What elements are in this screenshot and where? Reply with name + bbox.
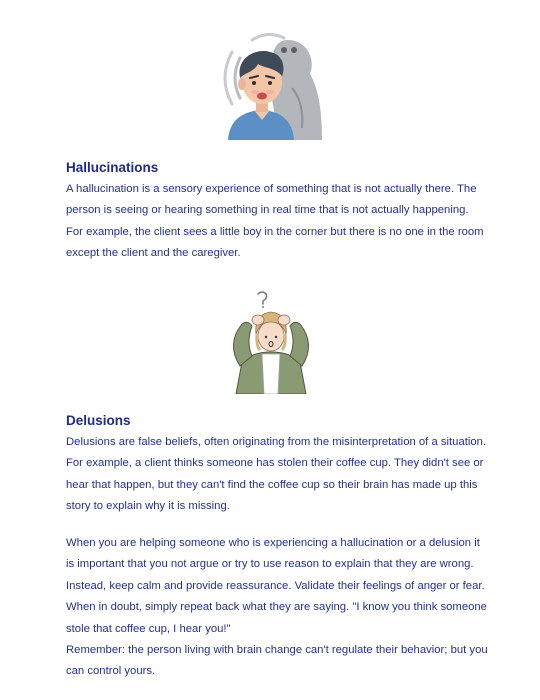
paragraph-line: Remember: the person living with brain change can't regulate their behavior; but you	[66, 644, 488, 657]
paragraph-line: For example, the client sees a little boy in the corner but there is no one in the room	[66, 225, 484, 238]
paragraph-line: is important that you not argue or try to use reason to explain that they are wrong.	[66, 558, 474, 571]
advice-paragraph	[66, 533, 486, 683]
paragraph-line: When in doubt, simply repeat back what they are saying. "I know you think someone	[66, 601, 487, 614]
distressed-man-with-ghost-illustration	[218, 28, 324, 140]
paragraph-line: can control yours.	[66, 665, 156, 678]
paragraph-line: A hallucination is a sensory experience of something that is not actually there. The	[66, 183, 477, 195]
paragraph-line: except the client and the caregiver.	[66, 247, 241, 260]
hallucinations-heading: Hallucinations	[66, 160, 159, 175]
paragraph-line: stole that coffee cup, I hear you!"	[66, 622, 231, 635]
hallucinations-paragraph	[66, 179, 486, 265]
paragraph-line: Delusions are false beliefs, often originating from the misinterpretation of a situation.	[66, 436, 487, 448]
delusions-heading: Delusions	[66, 413, 131, 428]
delusions-paragraph	[66, 432, 486, 518]
confused-woman-holding-head-illustration	[222, 290, 320, 394]
paragraph-line: When you are helping someone who is experiencing a hallucination or a delusion it	[66, 537, 480, 549]
paragraph-line: person is seeing or hearing something in real time that is not actually happening.	[66, 204, 469, 217]
paragraph-line: Instead, keep calm and provide reassurance. Validate their feelings of anger or fear.	[66, 579, 485, 592]
paragraph-line: story to explain why it is missing.	[66, 500, 230, 513]
paragraph-line: For example, a client thinks someone has stolen their coffee cup. They didn't see or	[66, 457, 484, 470]
paragraph-line: hear that happen, but they can't find the coffee cup so their brain has made up this	[66, 478, 478, 491]
